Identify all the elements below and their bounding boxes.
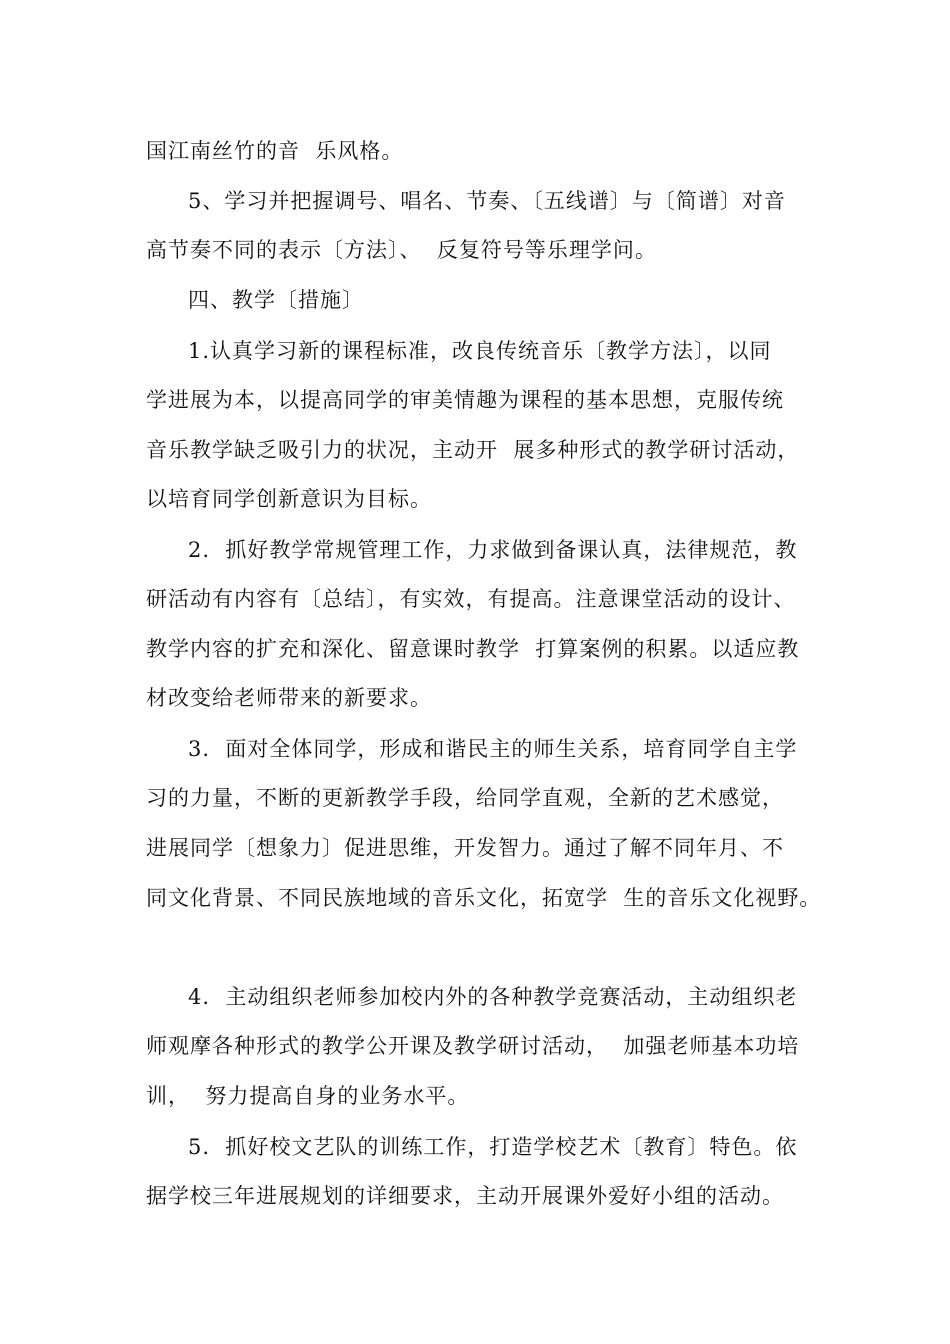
text-line: 研活动有内容有〔总结〕，有实效，有提高。注意课堂活动的设计、 [146,587,796,611]
text-line: 学进展为本，以提高同学的审美情趣为课程的基本思想，克服传统 [146,388,784,412]
text-line: 以培育同学创新意识为目标。 [146,487,432,511]
text-line: 师观摩各种形式的教学公开课及教学研讨活动， 加强老师基本功培 [146,1034,800,1058]
text-line: 3. 面对全体同学，形成和谐民主的师生关系，培育同学自主学 [188,737,798,761]
text-line: 同文化背景、不同民族地域的音乐文化，拓宽学 生的音乐文化视野。 [146,886,822,910]
text-line: 2. 抓好教学常规管理工作，力求做到备课认真，法律规范，教 [188,538,798,562]
text-line: 教学内容的扩充和深化、留意课时教学 打算案例的积累。以适应教 [146,637,800,661]
section-heading: 四、教学〔措施〕 [188,288,364,312]
text-line: 据学校三年进展规划的详细要求，主动开展课外爱好小组的活动。 [146,1184,784,1208]
text-line: 高节奏不同的表示〔方法〕、 反复符号等乐理学问。 [146,238,657,262]
text-line: 国江南丝竹的音 乐风格。 [146,139,404,163]
text-line: 音乐教学缺乏吸引力的状况，主动开 展多种形式的教学研讨活动， [146,438,800,462]
text-line: 进展同学〔想象力〕促进思维，开发智力。通过了解不同年月、不 [146,836,784,860]
text-line: 训， 努力提高自身的业务水平。 [146,1084,470,1108]
text-line: 5、学习并把握调号、唱名、节奏、〔五线谱〕与〔简谱〕对音 [188,189,786,213]
text-line: 材改变给老师带来的新要求。 [146,686,432,710]
text-line: 5. 抓好校文艺队的训练工作，打造学校艺术〔教育〕特色。依 [188,1135,798,1159]
text-line: 习的力量，不断的更新教学手段，给同学直观，全新的艺术感觉， [146,786,784,810]
text-line: 1.认真学习新的课程标准，改良传统音乐〔教学方法〕，以同 [188,339,772,363]
text-line: 4. 主动组织老师参加校内外的各种教学竞赛活动，主动组织老 [188,985,798,1009]
